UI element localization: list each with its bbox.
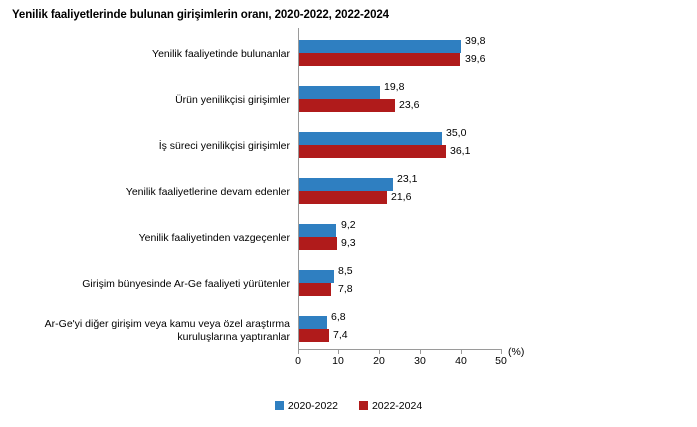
legend-label: 2020-2022 [287,400,339,412]
value-label: 7,8 [338,283,353,295]
bar-2020-2022 [299,178,393,191]
category-label: Yenilik faaliyetlerine devam edenler [125,186,290,198]
category-label: İş süreci yenilikçisi girişimler [158,140,290,152]
plot-area [298,28,502,350]
value-label: 7,4 [333,329,348,341]
bar-2022-2024 [299,53,460,66]
value-label: 23,6 [399,99,420,111]
x-tick-mark [338,350,339,354]
legend-label: 2022-2024 [371,400,423,412]
axis-unit-label: (%) [508,346,525,358]
legend-item-2022-2024 [359,400,422,412]
category-axis-labels [0,28,296,350]
bar-2020-2022 [299,270,334,283]
bar-2022-2024 [299,283,331,296]
value-label: 23,1 [397,173,418,185]
x-tick-label: 0 [295,355,301,367]
value-label: 19,8 [384,81,405,93]
chart-legend [0,400,697,412]
legend-swatch-icon [359,401,368,410]
bar-2020-2022 [299,40,461,53]
bar-2022-2024 [299,237,337,250]
x-tick-label: 50 [495,355,507,367]
value-label: 8,5 [338,265,353,277]
category-label: Yenilik faaliyetinde bulunanlar [152,48,290,60]
bar-2020-2022 [299,224,336,237]
category-label: Ürün yenilikçisi girişimler [175,94,290,106]
value-label: 9,2 [341,219,356,231]
value-label: 39,6 [465,53,486,65]
x-tick-label: 20 [373,355,385,367]
value-label: 39,8 [465,35,486,47]
value-label: 6,8 [331,311,346,323]
bar-2020-2022 [299,316,327,329]
x-tick-mark [461,350,462,354]
x-tick-mark [501,350,502,354]
bar-2022-2024 [299,99,395,112]
category-label: Girişim bünyesinde Ar-Ge faaliyeti yürütenler [82,278,290,290]
value-label: 21,6 [391,191,412,203]
bar-2022-2024 [299,191,387,204]
value-label: 9,3 [341,237,356,249]
category-label: Yenilik faaliyetinden vazgeçenler [138,232,290,244]
bar-2022-2024 [299,329,329,342]
legend-item-2020-2022 [275,400,338,412]
legend-swatch-icon [275,401,284,410]
value-label: 35,0 [446,127,467,139]
bar-2022-2024 [299,145,446,158]
chart-title: Yenilik faaliyetlerinde bulunan girişimlerin oranı, 2020-2022, 2022-2024 [12,9,389,21]
x-tick-mark [379,350,380,354]
bar-2020-2022 [299,132,442,145]
x-tick-label: 40 [455,355,467,367]
x-tick-label: 30 [414,355,426,367]
bar-2020-2022 [299,86,380,99]
x-axis [295,350,507,370]
category-label: Ar-Ge'yi diğer girişim veya kamu veya özel araştırma kuruluşlarına yaptıranlar [44,318,290,343]
x-tick-mark [298,350,299,354]
x-tick-label: 10 [332,355,344,367]
x-tick-mark [420,350,421,354]
value-label: 36,1 [450,145,471,157]
chart-plot-wrapper [0,28,697,378]
